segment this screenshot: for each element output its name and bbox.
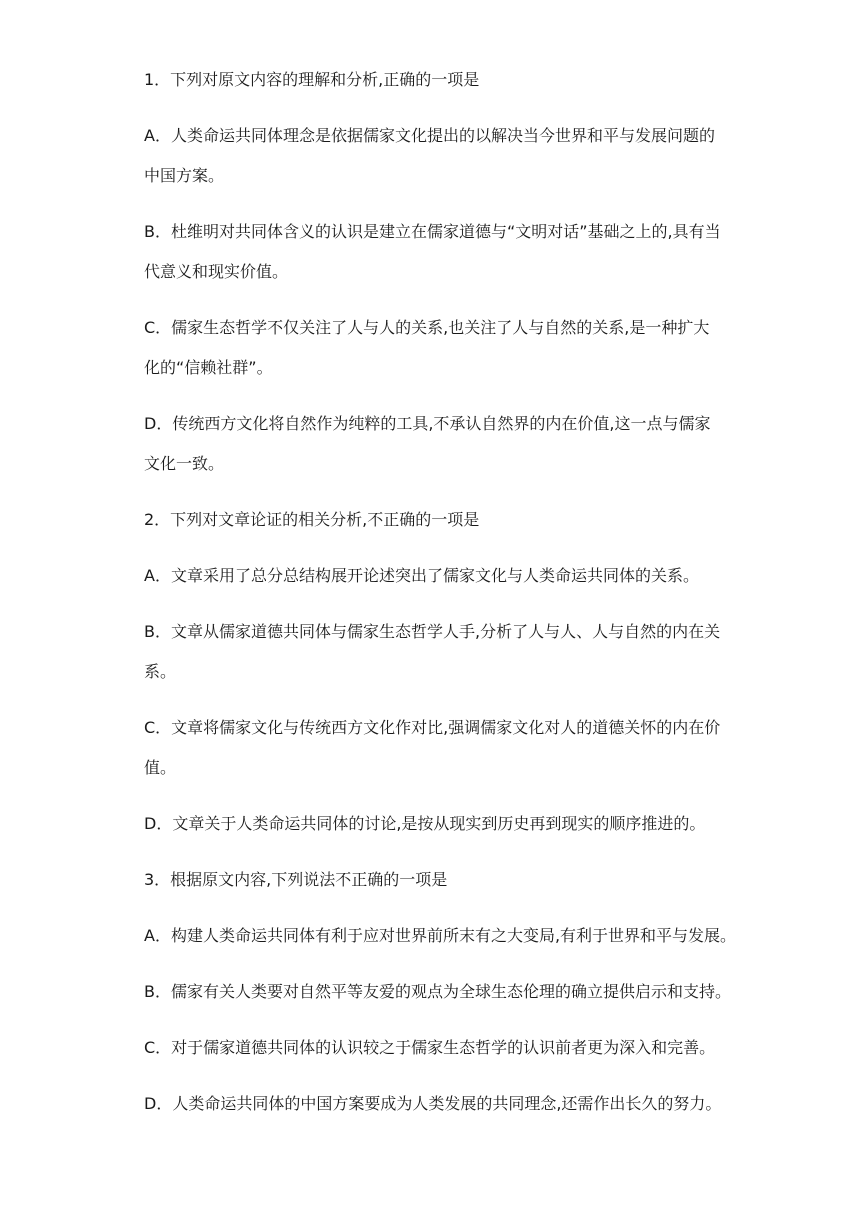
- question-2-option-a-line-1: A．文章采用了总分总结构展开论述突出了儒家文化与人类命运共同体的关系。: [144, 566, 699, 585]
- question-3-stem: 3．根据原文内容,下列说法不正确的一项是: [144, 870, 448, 889]
- question-2-option-c-line-1: C．文章将儒家文化与传统西方文化作对比,强调儒家文化对人的道德关怀的内在价: [144, 718, 721, 737]
- question-3-option-a-line-1: A．构建人类命运共同体有利于应对世界前所末有之大变局,有利于世界和平与发展。: [144, 926, 737, 945]
- question-1-option-b-line-2: 代意义和现实价值。: [144, 262, 289, 281]
- question-2-stem: 2．下列对文章论证的相关分析,不正确的一项是: [144, 510, 480, 529]
- question-3-option-c-line-1: C．对于儒家道德共同体的认识较之于儒家生态哲学的认识前者更为深入和完善。: [144, 1038, 716, 1057]
- question-1-option-a-line-2: 中国方案。: [144, 166, 225, 185]
- question-2-option-c-line-2: 值。: [144, 758, 177, 777]
- question-3-option-b-line-1: B．儒家有关人类要对自然平等友爱的观点为全球生态伦理的确立提供启示和支持。: [144, 982, 731, 1001]
- question-2-option-d-line-1: D．文章关于人类命运共同体的讨论,是按从现实到历史再到现实的顺序推进的。: [144, 814, 706, 833]
- question-2-option-b-line-1: B．文章从儒家道德共同体与儒家生态哲学人手,分析了人与人、人与自然的内在关: [144, 622, 721, 641]
- question-1-stem: 1．下列对原文内容的理解和分析,正确的一项是: [144, 70, 480, 89]
- question-1-option-d-line-2: 文化一致。: [144, 454, 225, 473]
- question-1-option-d-line-1: D．传统西方文化将自然作为纯粹的工具,不承认自然界的内在价值,这一点与儒家: [144, 414, 711, 433]
- question-1-option-c-line-1: C．儒家生态哲学不仅关注了人与人的关系,也关注了人与自然的关系,是一种扩大: [144, 318, 710, 337]
- question-1-option-b-line-1: B．杜维明对共同体含义的认识是建立在儒家道德与“文明对话”基础之上的,具有当: [144, 222, 721, 241]
- question-1-option-a-line-1: A．人类命运共同体理念是依据儒家文化提出的以解决当今世界和平与发展问题的: [144, 126, 715, 145]
- question-1-option-c-line-2: 化的“信赖社群”。: [144, 358, 273, 377]
- question-3-option-d-line-1: D．人类命运共同体的中国方案要成为人类发展的共同理念,还需作出长久的努力。: [144, 1094, 722, 1113]
- question-2-option-b-line-2: 系。: [144, 662, 177, 681]
